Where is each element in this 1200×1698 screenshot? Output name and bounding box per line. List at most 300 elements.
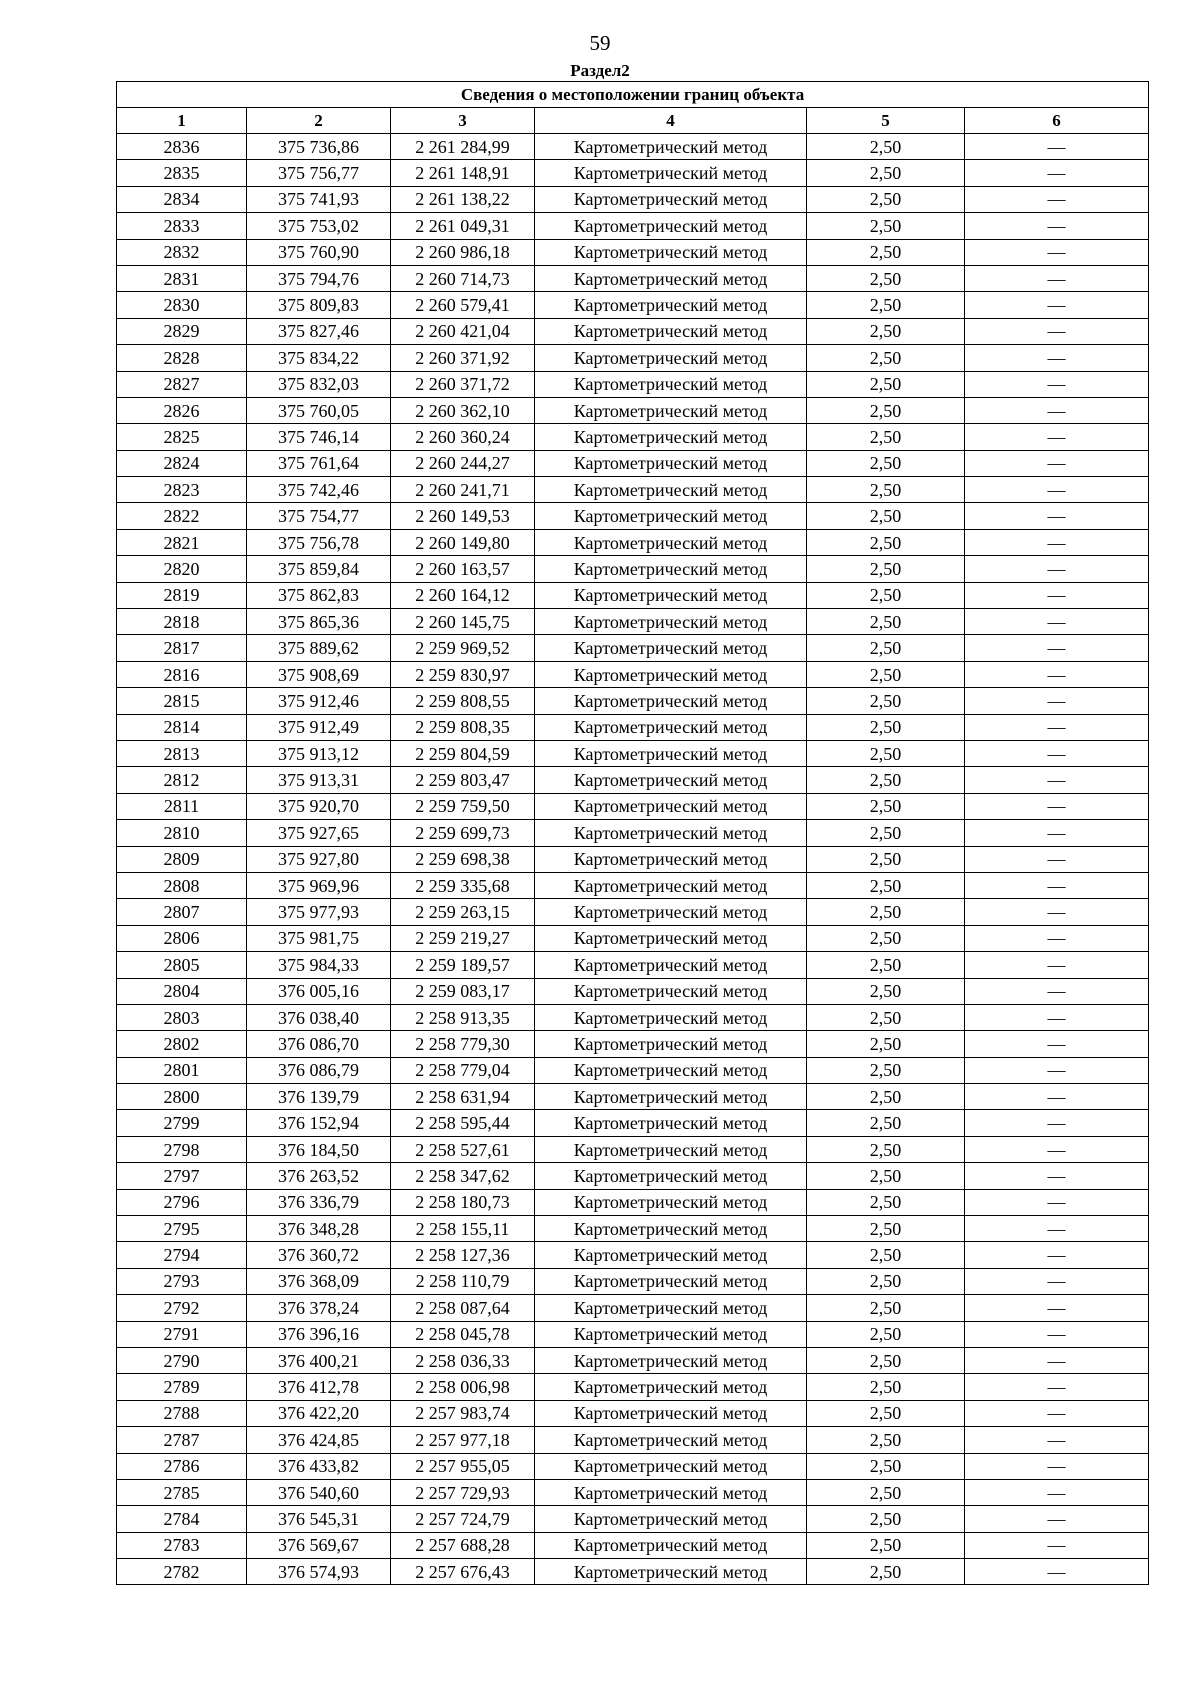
table-row bbox=[117, 1110, 1149, 1136]
y-coordinate-cell: 2 257 955,05 bbox=[391, 1453, 535, 1479]
table-row bbox=[117, 1004, 1149, 1030]
table-row bbox=[117, 1559, 1149, 1585]
description-cell: — bbox=[965, 1031, 1149, 1057]
description-cell: — bbox=[965, 1506, 1149, 1532]
method-cell: Картометрический метод bbox=[535, 213, 807, 239]
point-number-cell: 2831 bbox=[117, 265, 247, 291]
description-cell: — bbox=[965, 1295, 1149, 1321]
accuracy-cell: 2,50 bbox=[807, 160, 965, 186]
accuracy-cell: 2,50 bbox=[807, 397, 965, 423]
y-coordinate-cell: 2 257 688,28 bbox=[391, 1532, 535, 1558]
x-coordinate-cell: 375 912,46 bbox=[247, 688, 391, 714]
x-coordinate-cell: 375 753,02 bbox=[247, 213, 391, 239]
accuracy-cell: 2,50 bbox=[807, 1400, 965, 1426]
x-coordinate-cell: 375 756,78 bbox=[247, 529, 391, 555]
accuracy-cell: 2,50 bbox=[807, 767, 965, 793]
point-number-cell: 2834 bbox=[117, 186, 247, 212]
accuracy-cell: 2,50 bbox=[807, 1084, 965, 1110]
method-cell: Картометрический метод bbox=[535, 1453, 807, 1479]
accuracy-cell: 2,50 bbox=[807, 292, 965, 318]
x-coordinate-cell: 376 038,40 bbox=[247, 1004, 391, 1030]
description-cell: — bbox=[965, 820, 1149, 846]
method-cell: Картометрический метод bbox=[535, 1506, 807, 1532]
x-coordinate-cell: 376 139,79 bbox=[247, 1084, 391, 1110]
method-cell: Картометрический метод bbox=[535, 1163, 807, 1189]
x-coordinate-cell: 375 913,31 bbox=[247, 767, 391, 793]
x-coordinate-cell: 376 378,24 bbox=[247, 1295, 391, 1321]
page-number: 59 bbox=[589, 31, 611, 55]
accuracy-cell: 2,50 bbox=[807, 1004, 965, 1030]
point-number-cell: 2832 bbox=[117, 239, 247, 265]
accuracy-cell: 2,50 bbox=[807, 793, 965, 819]
table-row bbox=[117, 397, 1149, 423]
y-coordinate-cell: 2 258 527,61 bbox=[391, 1136, 535, 1162]
point-number-cell: 2830 bbox=[117, 292, 247, 318]
method-cell: Картометрический метод bbox=[535, 160, 807, 186]
description-cell: — bbox=[965, 292, 1149, 318]
point-number-cell: 2796 bbox=[117, 1189, 247, 1215]
accuracy-cell: 2,50 bbox=[807, 1057, 965, 1083]
accuracy-cell: 2,50 bbox=[807, 134, 965, 160]
description-cell: — bbox=[965, 1427, 1149, 1453]
method-cell: Картометрический метод bbox=[535, 1321, 807, 1347]
accuracy-cell: 2,50 bbox=[807, 609, 965, 635]
accuracy-cell: 2,50 bbox=[807, 899, 965, 925]
table-row bbox=[117, 239, 1149, 265]
point-number-cell: 2805 bbox=[117, 952, 247, 978]
description-cell: — bbox=[965, 213, 1149, 239]
point-number-cell: 2819 bbox=[117, 582, 247, 608]
description-cell: — bbox=[965, 1532, 1149, 1558]
table-row bbox=[117, 186, 1149, 212]
table-row bbox=[117, 688, 1149, 714]
y-coordinate-cell: 2 260 149,53 bbox=[391, 503, 535, 529]
x-coordinate-cell: 376 545,31 bbox=[247, 1506, 391, 1532]
table-row bbox=[117, 1189, 1149, 1215]
table-row bbox=[117, 1400, 1149, 1426]
description-cell: — bbox=[965, 714, 1149, 740]
method-cell: Картометрический метод bbox=[535, 239, 807, 265]
y-coordinate-cell: 2 258 036,33 bbox=[391, 1347, 535, 1373]
x-coordinate-cell: 376 433,82 bbox=[247, 1453, 391, 1479]
description-cell: — bbox=[965, 925, 1149, 951]
method-cell: Картометрический метод bbox=[535, 661, 807, 687]
table-row bbox=[117, 1057, 1149, 1083]
method-cell: Картометрический метод bbox=[535, 1136, 807, 1162]
method-cell: Картометрический метод bbox=[535, 820, 807, 846]
point-number-cell: 2804 bbox=[117, 978, 247, 1004]
y-coordinate-cell: 2 260 244,27 bbox=[391, 450, 535, 476]
method-cell: Картометрический метод bbox=[535, 134, 807, 160]
description-cell: — bbox=[965, 767, 1149, 793]
description-cell: — bbox=[965, 424, 1149, 450]
description-cell: — bbox=[965, 1374, 1149, 1400]
accuracy-cell: 2,50 bbox=[807, 318, 965, 344]
y-coordinate-cell: 2 258 110,79 bbox=[391, 1268, 535, 1294]
point-number-cell: 2814 bbox=[117, 714, 247, 740]
x-coordinate-cell: 376 263,52 bbox=[247, 1163, 391, 1189]
description-cell: — bbox=[965, 1110, 1149, 1136]
y-coordinate-cell: 2 259 969,52 bbox=[391, 635, 535, 661]
y-coordinate-cell: 2 260 714,73 bbox=[391, 265, 535, 291]
method-cell: Картометрический метод bbox=[535, 1084, 807, 1110]
y-coordinate-cell: 2 259 804,59 bbox=[391, 740, 535, 766]
accuracy-cell: 2,50 bbox=[807, 424, 965, 450]
table-row bbox=[117, 477, 1149, 503]
accuracy-cell: 2,50 bbox=[807, 635, 965, 661]
description-cell: — bbox=[965, 899, 1149, 925]
table-row bbox=[117, 1347, 1149, 1373]
accuracy-cell: 2,50 bbox=[807, 450, 965, 476]
x-coordinate-cell: 376 336,79 bbox=[247, 1189, 391, 1215]
description-cell: — bbox=[965, 186, 1149, 212]
point-number-cell: 2809 bbox=[117, 846, 247, 872]
x-coordinate-cell: 375 809,83 bbox=[247, 292, 391, 318]
accuracy-cell: 2,50 bbox=[807, 503, 965, 529]
accuracy-cell: 2,50 bbox=[807, 1506, 965, 1532]
y-coordinate-cell: 2 257 729,93 bbox=[391, 1479, 535, 1505]
point-number-cell: 2785 bbox=[117, 1479, 247, 1505]
point-number-cell: 2808 bbox=[117, 872, 247, 898]
description-cell: — bbox=[965, 134, 1149, 160]
table-row bbox=[117, 265, 1149, 291]
x-coordinate-cell: 375 865,36 bbox=[247, 609, 391, 635]
x-coordinate-cell: 376 422,20 bbox=[247, 1400, 391, 1426]
x-coordinate-cell: 376 360,72 bbox=[247, 1242, 391, 1268]
y-coordinate-cell: 2 260 163,57 bbox=[391, 556, 535, 582]
y-coordinate-cell: 2 258 631,94 bbox=[391, 1084, 535, 1110]
method-cell: Картометрический метод bbox=[535, 397, 807, 423]
x-coordinate-cell: 375 741,93 bbox=[247, 186, 391, 212]
point-number-cell: 2801 bbox=[117, 1057, 247, 1083]
point-number-cell: 2793 bbox=[117, 1268, 247, 1294]
x-coordinate-cell: 376 400,21 bbox=[247, 1347, 391, 1373]
table-body bbox=[117, 134, 1149, 1585]
x-coordinate-cell: 375 859,84 bbox=[247, 556, 391, 582]
method-cell: Картометрический метод bbox=[535, 740, 807, 766]
point-number-cell: 2800 bbox=[117, 1084, 247, 1110]
point-number-cell: 2826 bbox=[117, 397, 247, 423]
accuracy-cell: 2,50 bbox=[807, 1453, 965, 1479]
method-cell: Картометрический метод bbox=[535, 265, 807, 291]
y-coordinate-cell: 2 260 986,18 bbox=[391, 239, 535, 265]
y-coordinate-cell: 2 258 087,64 bbox=[391, 1295, 535, 1321]
accuracy-cell: 2,50 bbox=[807, 714, 965, 740]
method-cell: Картометрический метод bbox=[535, 1057, 807, 1083]
accuracy-cell: 2,50 bbox=[807, 1110, 965, 1136]
x-coordinate-cell: 376 424,85 bbox=[247, 1427, 391, 1453]
y-coordinate-cell: 2 260 579,41 bbox=[391, 292, 535, 318]
accuracy-cell: 2,50 bbox=[807, 872, 965, 898]
x-coordinate-cell: 375 794,76 bbox=[247, 265, 391, 291]
accuracy-cell: 2,50 bbox=[807, 239, 965, 265]
x-coordinate-cell: 375 984,33 bbox=[247, 952, 391, 978]
y-coordinate-cell: 2 260 362,10 bbox=[391, 397, 535, 423]
y-coordinate-cell: 2 260 371,72 bbox=[391, 371, 535, 397]
column-header: 4 bbox=[535, 108, 807, 134]
accuracy-cell: 2,50 bbox=[807, 661, 965, 687]
accuracy-cell: 2,50 bbox=[807, 1242, 965, 1268]
method-cell: Картометрический метод bbox=[535, 793, 807, 819]
accuracy-cell: 2,50 bbox=[807, 1321, 965, 1347]
column-header: 1 bbox=[117, 108, 247, 134]
description-cell: — bbox=[965, 1400, 1149, 1426]
table-row bbox=[117, 1506, 1149, 1532]
description-cell: — bbox=[965, 635, 1149, 661]
table-row bbox=[117, 740, 1149, 766]
method-cell: Картометрический метод bbox=[535, 1347, 807, 1373]
y-coordinate-cell: 2 259 698,38 bbox=[391, 846, 535, 872]
x-coordinate-cell: 375 760,90 bbox=[247, 239, 391, 265]
point-number-cell: 2836 bbox=[117, 134, 247, 160]
table-row bbox=[117, 556, 1149, 582]
description-cell: — bbox=[965, 1057, 1149, 1083]
accuracy-cell: 2,50 bbox=[807, 529, 965, 555]
accuracy-cell: 2,50 bbox=[807, 1031, 965, 1057]
y-coordinate-cell: 2 258 779,04 bbox=[391, 1057, 535, 1083]
table-row bbox=[117, 767, 1149, 793]
description-cell: — bbox=[965, 1189, 1149, 1215]
y-coordinate-cell: 2 258 006,98 bbox=[391, 1374, 535, 1400]
point-number-cell: 2811 bbox=[117, 793, 247, 819]
y-coordinate-cell: 2 257 724,79 bbox=[391, 1506, 535, 1532]
table-row bbox=[117, 371, 1149, 397]
method-cell: Картометрический метод bbox=[535, 635, 807, 661]
description-cell: — bbox=[965, 1136, 1149, 1162]
point-number-cell: 2783 bbox=[117, 1532, 247, 1558]
point-number-cell: 2829 bbox=[117, 318, 247, 344]
method-cell: Картометрический метод bbox=[535, 1110, 807, 1136]
table-row bbox=[117, 952, 1149, 978]
x-coordinate-cell: 375 760,05 bbox=[247, 397, 391, 423]
point-number-cell: 2791 bbox=[117, 1321, 247, 1347]
point-number-cell: 2806 bbox=[117, 925, 247, 951]
description-cell: — bbox=[965, 160, 1149, 186]
table-row bbox=[117, 1216, 1149, 1242]
point-number-cell: 2788 bbox=[117, 1400, 247, 1426]
table-row bbox=[117, 793, 1149, 819]
y-coordinate-cell: 2 258 595,44 bbox=[391, 1110, 535, 1136]
point-number-cell: 2802 bbox=[117, 1031, 247, 1057]
x-coordinate-cell: 376 348,28 bbox=[247, 1216, 391, 1242]
description-cell: — bbox=[965, 846, 1149, 872]
y-coordinate-cell: 2 260 371,92 bbox=[391, 345, 535, 371]
table-row bbox=[117, 846, 1149, 872]
description-cell: — bbox=[965, 318, 1149, 344]
y-coordinate-cell: 2 258 180,73 bbox=[391, 1189, 535, 1215]
table-row bbox=[117, 582, 1149, 608]
accuracy-cell: 2,50 bbox=[807, 1189, 965, 1215]
table-row bbox=[117, 925, 1149, 951]
column-header: 6 bbox=[965, 108, 1149, 134]
description-cell: — bbox=[965, 1347, 1149, 1373]
table-row bbox=[117, 661, 1149, 687]
x-coordinate-cell: 375 834,22 bbox=[247, 345, 391, 371]
description-cell: — bbox=[965, 1453, 1149, 1479]
x-coordinate-cell: 376 412,78 bbox=[247, 1374, 391, 1400]
column-header: 5 bbox=[807, 108, 965, 134]
accuracy-cell: 2,50 bbox=[807, 1559, 965, 1585]
table-row bbox=[117, 160, 1149, 186]
x-coordinate-cell: 375 761,64 bbox=[247, 450, 391, 476]
point-number-cell: 2803 bbox=[117, 1004, 247, 1030]
y-coordinate-cell: 2 259 335,68 bbox=[391, 872, 535, 898]
y-coordinate-cell: 2 261 049,31 bbox=[391, 213, 535, 239]
table-row bbox=[117, 529, 1149, 555]
point-number-cell: 2799 bbox=[117, 1110, 247, 1136]
point-number-cell: 2813 bbox=[117, 740, 247, 766]
method-cell: Картометрический метод bbox=[535, 846, 807, 872]
accuracy-cell: 2,50 bbox=[807, 1532, 965, 1558]
x-coordinate-cell: 375 889,62 bbox=[247, 635, 391, 661]
y-coordinate-cell: 2 260 145,75 bbox=[391, 609, 535, 635]
x-coordinate-cell: 375 927,65 bbox=[247, 820, 391, 846]
description-cell: — bbox=[965, 371, 1149, 397]
y-coordinate-cell: 2 257 676,43 bbox=[391, 1559, 535, 1585]
table-caption: Сведения о местоположении границ объекта bbox=[117, 82, 1149, 108]
table-row bbox=[117, 1268, 1149, 1294]
y-coordinate-cell: 2 260 149,80 bbox=[391, 529, 535, 555]
accuracy-cell: 2,50 bbox=[807, 186, 965, 212]
method-cell: Картометрический метод bbox=[535, 978, 807, 1004]
method-cell: Картометрический метод bbox=[535, 371, 807, 397]
method-cell: Картометрический метод bbox=[535, 424, 807, 450]
table-row bbox=[117, 213, 1149, 239]
method-cell: Картометрический метод bbox=[535, 1400, 807, 1426]
description-cell: — bbox=[965, 952, 1149, 978]
method-cell: Картометрический метод bbox=[535, 503, 807, 529]
description-cell: — bbox=[965, 345, 1149, 371]
point-number-cell: 2815 bbox=[117, 688, 247, 714]
column-header: 3 bbox=[391, 108, 535, 134]
method-cell: Картометрический метод bbox=[535, 952, 807, 978]
x-coordinate-cell: 376 005,16 bbox=[247, 978, 391, 1004]
y-coordinate-cell: 2 260 421,04 bbox=[391, 318, 535, 344]
point-number-cell: 2798 bbox=[117, 1136, 247, 1162]
y-coordinate-cell: 2 257 977,18 bbox=[391, 1427, 535, 1453]
accuracy-cell: 2,50 bbox=[807, 345, 965, 371]
method-cell: Картометрический метод bbox=[535, 1189, 807, 1215]
accuracy-cell: 2,50 bbox=[807, 1347, 965, 1373]
y-coordinate-cell: 2 261 148,91 bbox=[391, 160, 535, 186]
x-coordinate-cell: 376 152,94 bbox=[247, 1110, 391, 1136]
accuracy-cell: 2,50 bbox=[807, 1479, 965, 1505]
method-cell: Картометрический метод bbox=[535, 1479, 807, 1505]
accuracy-cell: 2,50 bbox=[807, 688, 965, 714]
x-coordinate-cell: 375 736,86 bbox=[247, 134, 391, 160]
method-cell: Картометрический метод bbox=[535, 1295, 807, 1321]
table-row bbox=[117, 450, 1149, 476]
x-coordinate-cell: 375 827,46 bbox=[247, 318, 391, 344]
point-number-cell: 2821 bbox=[117, 529, 247, 555]
accuracy-cell: 2,50 bbox=[807, 556, 965, 582]
accuracy-cell: 2,50 bbox=[807, 846, 965, 872]
method-cell: Картометрический метод bbox=[535, 609, 807, 635]
description-cell: — bbox=[965, 609, 1149, 635]
accuracy-cell: 2,50 bbox=[807, 477, 965, 503]
table-row bbox=[117, 1453, 1149, 1479]
x-coordinate-cell: 375 977,93 bbox=[247, 899, 391, 925]
accuracy-cell: 2,50 bbox=[807, 371, 965, 397]
x-coordinate-cell: 376 569,67 bbox=[247, 1532, 391, 1558]
description-cell: — bbox=[965, 503, 1149, 529]
y-coordinate-cell: 2 259 759,50 bbox=[391, 793, 535, 819]
x-coordinate-cell: 375 908,69 bbox=[247, 661, 391, 687]
method-cell: Картометрический метод bbox=[535, 1427, 807, 1453]
accuracy-cell: 2,50 bbox=[807, 265, 965, 291]
table-row bbox=[117, 1427, 1149, 1453]
description-cell: — bbox=[965, 793, 1149, 819]
point-number-cell: 2812 bbox=[117, 767, 247, 793]
point-number-cell: 2784 bbox=[117, 1506, 247, 1532]
description-cell: — bbox=[965, 1084, 1149, 1110]
method-cell: Картометрический метод bbox=[535, 1242, 807, 1268]
accuracy-cell: 2,50 bbox=[807, 740, 965, 766]
method-cell: Картометрический метод bbox=[535, 1268, 807, 1294]
point-number-cell: 2807 bbox=[117, 899, 247, 925]
y-coordinate-cell: 2 261 138,22 bbox=[391, 186, 535, 212]
point-number-cell: 2810 bbox=[117, 820, 247, 846]
point-number-cell: 2782 bbox=[117, 1559, 247, 1585]
method-cell: Картометрический метод bbox=[535, 688, 807, 714]
accuracy-cell: 2,50 bbox=[807, 582, 965, 608]
y-coordinate-cell: 2 260 241,71 bbox=[391, 477, 535, 503]
table-row bbox=[117, 292, 1149, 318]
method-cell: Картометрический метод bbox=[535, 477, 807, 503]
y-coordinate-cell: 2 258 045,78 bbox=[391, 1321, 535, 1347]
method-cell: Картометрический метод bbox=[535, 767, 807, 793]
x-coordinate-cell: 375 927,80 bbox=[247, 846, 391, 872]
x-coordinate-cell: 376 574,93 bbox=[247, 1559, 391, 1585]
y-coordinate-cell: 2 260 360,24 bbox=[391, 424, 535, 450]
accuracy-cell: 2,50 bbox=[807, 1427, 965, 1453]
table-row bbox=[117, 1374, 1149, 1400]
table-row bbox=[117, 899, 1149, 925]
point-number-cell: 2828 bbox=[117, 345, 247, 371]
table-row bbox=[117, 714, 1149, 740]
y-coordinate-cell: 2 259 189,57 bbox=[391, 952, 535, 978]
description-cell: — bbox=[965, 872, 1149, 898]
method-cell: Картометрический метод bbox=[535, 345, 807, 371]
description-cell: — bbox=[965, 740, 1149, 766]
table-row bbox=[117, 978, 1149, 1004]
x-coordinate-cell: 376 086,70 bbox=[247, 1031, 391, 1057]
method-cell: Картометрический метод bbox=[535, 714, 807, 740]
x-coordinate-cell: 376 086,79 bbox=[247, 1057, 391, 1083]
method-cell: Картометрический метод bbox=[535, 1559, 807, 1585]
description-cell: — bbox=[965, 450, 1149, 476]
x-coordinate-cell: 375 981,75 bbox=[247, 925, 391, 951]
point-number-cell: 2817 bbox=[117, 635, 247, 661]
x-coordinate-cell: 375 746,14 bbox=[247, 424, 391, 450]
method-cell: Картометрический метод bbox=[535, 450, 807, 476]
point-number-cell: 2789 bbox=[117, 1374, 247, 1400]
point-number-cell: 2794 bbox=[117, 1242, 247, 1268]
x-coordinate-cell: 375 913,12 bbox=[247, 740, 391, 766]
method-cell: Картометрический метод bbox=[535, 186, 807, 212]
description-cell: — bbox=[965, 978, 1149, 1004]
method-cell: Картометрический метод bbox=[535, 556, 807, 582]
description-cell: — bbox=[965, 1004, 1149, 1030]
y-coordinate-cell: 2 259 263,15 bbox=[391, 899, 535, 925]
description-cell: — bbox=[965, 582, 1149, 608]
x-coordinate-cell: 375 756,77 bbox=[247, 160, 391, 186]
point-number-cell: 2790 bbox=[117, 1347, 247, 1373]
y-coordinate-cell: 2 258 155,11 bbox=[391, 1216, 535, 1242]
table-row bbox=[117, 635, 1149, 661]
description-cell: — bbox=[965, 239, 1149, 265]
point-number-cell: 2818 bbox=[117, 609, 247, 635]
